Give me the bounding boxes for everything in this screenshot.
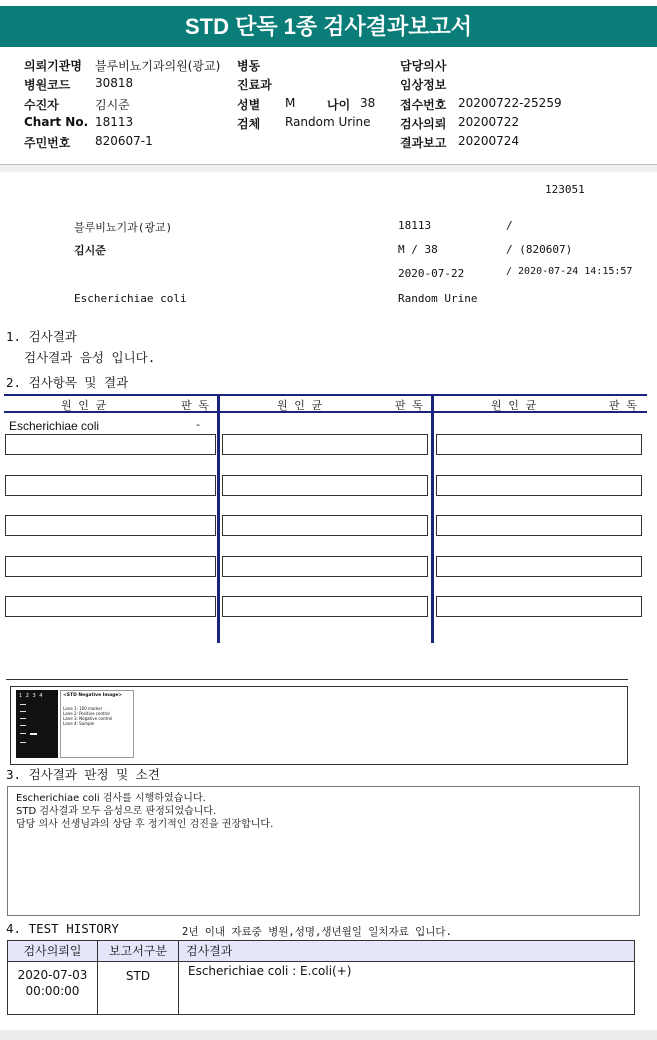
doctor-label: 담당의사 xyxy=(400,59,447,73)
receipt-no-label: 접수번호 xyxy=(400,98,447,112)
separator-band xyxy=(0,164,657,172)
table-top-rule xyxy=(4,394,647,396)
slip-institution: 블루비뇨기과(광교) xyxy=(74,221,173,234)
col2-header-organism: 원 인 균 xyxy=(277,399,323,412)
history-time: 00:00:00 xyxy=(25,984,80,998)
result-cell xyxy=(5,475,216,496)
col1-header-reading: 판 독 xyxy=(181,399,209,412)
institution-value: 블루비뇨기과의원(광교) xyxy=(95,59,221,73)
col2-header-reading: 판 독 xyxy=(395,399,423,412)
result-cell xyxy=(5,515,216,536)
slip-birth: / (820607) xyxy=(506,243,573,256)
slip-report-datetime: / 2020-07-24 14:15:57 xyxy=(506,266,633,277)
report-title: STD 단독 1종 검사결과보고서 xyxy=(0,6,657,47)
sex-value: M xyxy=(285,96,296,110)
specimen-label: 검체 xyxy=(237,117,261,131)
history-header-result: 검사결과 xyxy=(186,944,233,958)
chart-value: 18113 xyxy=(95,115,134,129)
col1-header-organism: 원 인 균 xyxy=(61,399,107,412)
page-bottom-band xyxy=(0,1030,657,1040)
section3-title: 3. 검사결과 판정 및 소견 xyxy=(6,767,160,782)
receipt-no-value: 20200722-25259 xyxy=(458,96,562,110)
age-value: 38 xyxy=(360,96,376,110)
section1-title: 1. 검사결과 xyxy=(6,329,77,344)
opinion-box xyxy=(7,786,640,916)
gel-lane-1: Lane 1: 100 marker xyxy=(63,706,103,711)
report-label: 결과보고 xyxy=(400,136,447,150)
hospital-code-value: 30818 xyxy=(95,76,134,90)
history-date-cell xyxy=(8,967,97,999)
dept-label: 진료과 xyxy=(237,78,272,92)
result-cell xyxy=(436,596,642,617)
gel-caption-title: <STD Negative Image> xyxy=(63,693,123,698)
gel-legend xyxy=(60,690,134,758)
result-cell xyxy=(436,556,642,577)
col3-header-organism: 원 인 균 xyxy=(491,399,537,412)
gel-image xyxy=(16,690,58,758)
patient-label: 수진자 xyxy=(24,98,59,112)
sex-label: 성별 xyxy=(237,98,261,112)
history-type: STD xyxy=(125,969,151,983)
opinion-line-3: 담당 의사 선생님과의 상담 후 정기적인 검진을 권장합니다. xyxy=(16,819,274,830)
item-result: - xyxy=(196,418,200,431)
result-cell xyxy=(5,596,216,617)
chart-label: Chart No. xyxy=(24,115,89,129)
result-cell xyxy=(222,434,428,455)
result-cell xyxy=(222,596,428,617)
result-cell xyxy=(222,475,428,496)
slip-chart: 18113 xyxy=(398,219,432,232)
opinion-line-1: Escherichiae coli 검사를 시행하였습니다. xyxy=(16,793,206,804)
history-date: 2020-07-03 xyxy=(17,968,88,982)
history-header-row xyxy=(8,941,634,962)
report-value: 20200724 xyxy=(458,134,520,148)
result-cell xyxy=(222,556,428,577)
clinical-label: 임상정보 xyxy=(400,78,447,92)
history-note: 2년 이내 자료중 병원,성명,생년월일 일치자료 입니다. xyxy=(182,926,452,938)
hospital-code-label: 병원코드 xyxy=(24,78,71,92)
result-cell xyxy=(436,434,642,455)
section1-result: 검사결과 음성 입니다. xyxy=(24,350,156,365)
result-cell xyxy=(436,475,642,496)
age-label: 나이 xyxy=(327,98,351,112)
history-header-type: 보고서구분 xyxy=(109,944,167,958)
resident-value: 820607-1 xyxy=(95,134,153,148)
result-cell xyxy=(5,556,216,577)
gel-lane-4: Lane 4: Sample xyxy=(63,721,95,726)
history-header-date: 검사의뢰일 xyxy=(23,944,82,958)
slip-code: 123051 xyxy=(545,183,585,196)
patient-value: 김시준 xyxy=(95,98,130,112)
request-label: 검사의뢰 xyxy=(400,117,447,131)
result-cell xyxy=(5,434,216,455)
item-name: Escherichiae coli xyxy=(9,419,100,433)
section2-title: 2. 검사항목 및 결과 xyxy=(6,375,129,390)
specimen-value: Random Urine xyxy=(285,115,371,129)
result-cell xyxy=(222,515,428,536)
slip-test: Escherichiae coli xyxy=(74,292,187,305)
ward-label: 병동 xyxy=(237,59,261,73)
image-top-rule xyxy=(6,679,628,680)
gel-lane-2: Lane 2: Positive control xyxy=(63,711,110,716)
slip-specimen: Random Urine xyxy=(398,292,478,305)
resident-label: 주민번호 xyxy=(24,136,71,150)
history-result: Escherichiae coli : E.coli(+) xyxy=(188,964,352,978)
table-divider-2 xyxy=(431,396,434,643)
table-divider-1 xyxy=(217,396,220,643)
gel-lane-numbers: 1 2 3 4 xyxy=(19,693,44,699)
col3-header-reading: 판 독 xyxy=(609,399,637,412)
history-table xyxy=(7,940,635,1015)
slip-request-date: 2020-07-22 xyxy=(398,267,465,280)
result-cell xyxy=(436,515,642,536)
opinion-line-2: STD 검사결과 모두 음성으로 판정되었습니다. xyxy=(16,806,217,817)
gel-lane-3: Lane 3: Negative control xyxy=(63,716,113,721)
slip-chart-sep: / xyxy=(506,219,513,232)
slip-sex-age: M / 38 xyxy=(398,243,438,256)
section4-title: 4. TEST HISTORY xyxy=(6,921,119,936)
request-value: 20200722 xyxy=(458,115,520,129)
separator-line xyxy=(0,164,657,165)
institution-label: 의뢰기관명 xyxy=(24,59,82,73)
slip-patient: 김시준 xyxy=(74,244,106,257)
